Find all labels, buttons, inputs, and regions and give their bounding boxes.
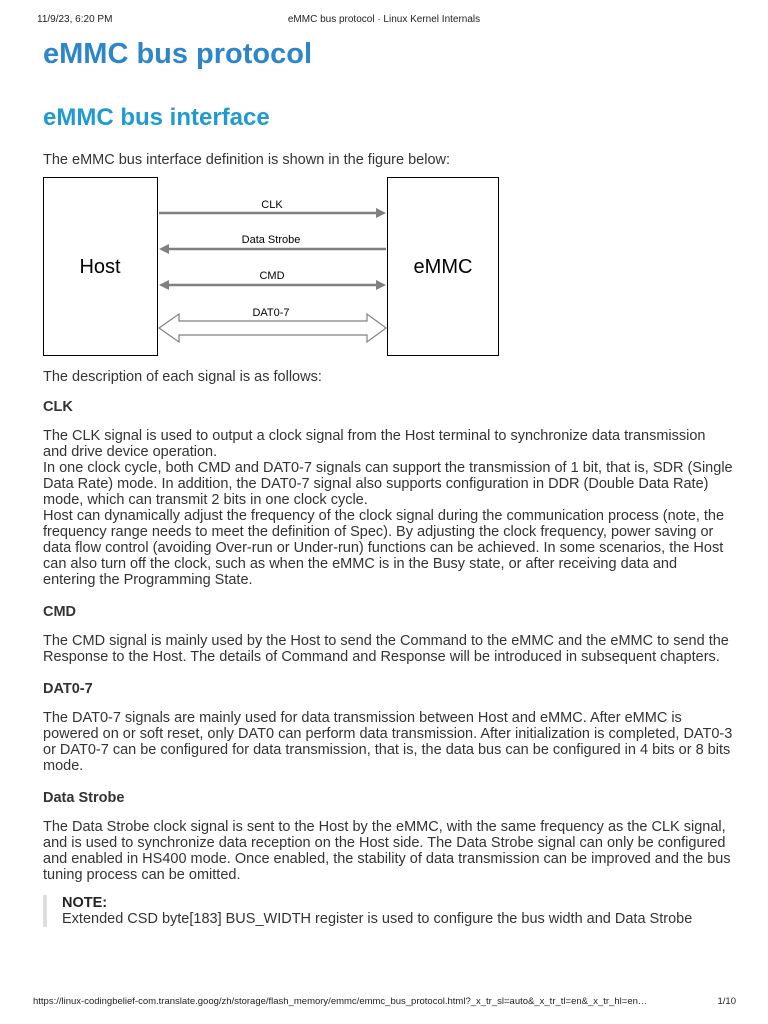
note-text: Extended CSD byte[183] BUS_WIDTH register is used to configure the bus width and Data Strobe	[62, 911, 693, 927]
signal-label-cmd: CMD	[259, 270, 285, 282]
clk-heading: CLK	[43, 399, 73, 415]
cmd-arrow-head-left	[159, 280, 169, 290]
print-url: https://linux-codingbelief-com.translate.goog/zh/storage/flash_memory/emmc/emmc_bus_protocol.html?_x_tr_sl=auto&_x_tr_tl=en&_x_tr_hl=en…	[33, 996, 648, 1007]
intro-text: The eMMC bus interface definition is shown in the figure below:	[43, 152, 451, 168]
emmc-label: eMMC	[413, 256, 473, 278]
print-page-number: 1/10	[717, 996, 736, 1007]
signal-label-data-strobe: Data Strobe	[241, 234, 301, 246]
note-label: NOTE:	[62, 895, 108, 911]
ds-arrow-head	[159, 244, 169, 254]
cmd-arrow-head-right	[376, 280, 386, 290]
bus-interface-diagram	[43, 177, 500, 357]
page-title: eMMC bus protocol	[43, 38, 313, 70]
data-strobe-heading: Data Strobe	[43, 790, 125, 806]
article-body	[43, 152, 733, 927]
cmd-heading: CMD	[43, 604, 77, 620]
cmd-paragraph: The CMD signal is mainly used by the Host to send the Command to the eMMC and the eMMC to send the Response to the Host. The details of Command and Response will be introduced in subsequent chapters.	[43, 633, 729, 665]
clk-arrow-head	[376, 208, 386, 218]
clk-paragraph-1: The CLK signal is used to output a clock signal from the Host terminal to synchronize data transmission and drive device operation.	[43, 428, 706, 460]
dat-heading: DAT0-7	[43, 681, 93, 697]
signal-label-clk: CLK	[261, 199, 283, 211]
host-label: Host	[79, 256, 121, 278]
clk-paragraph-2: In one clock cycle, both CMD and DAT0-7 signals can support the transmission of 1 bit, that is, SDR (Single Data Rate) mode. In addition, the DAT0-7 signal also supports configuration in DDR (Double Data Rate) mode, which can transmit 2 bits in one clock cycle.	[43, 460, 733, 508]
clk-section	[43, 428, 733, 588]
clk-paragraph-3: Host can dynamically adjust the frequency of the clock signal during the communication process (note, the frequency range needs to meet the definition of Spec). By adjusting the clock frequency, power saving or data flow control (avoiding Over-run or Under-run) functions can be achieved. In some scenarios, the Host can also turn off the clock, such as when the eMMC is in the Busy state, or after receiving data and entering the Programming State.	[43, 508, 725, 588]
description-intro: The description of each signal is as follows:	[43, 369, 322, 385]
note-blockquote	[43, 895, 733, 927]
signal-label-dat: DAT0-7	[252, 307, 290, 319]
dat-paragraph: The DAT0-7 signals are mainly used for data transmission between Host and eMMC. After eMMC is powered on or soft reset, only DAT0 can perform data transmission. After initialization is completed, DAT0-3 or DAT0-7 can be configured for data transmission, that is, the data bus can be configured in 4 bits or 8 bits mode.	[43, 710, 733, 774]
data-strobe-paragraph: The Data Strobe clock signal is sent to the Host by the eMMC, with the same frequency as the CLK signal, and is used to synchronize data reception on the Host side. The Data Strobe signal can only be configured and enabled in HS400 mode. Once enabled, the stability of data transmission can be improved and the bus tuning process can be omitted.	[43, 819, 731, 883]
print-date: 11/9/23, 6:20 PM	[37, 14, 113, 25]
section-title: eMMC bus interface	[43, 104, 270, 131]
print-page-title: eMMC bus protocol · Linux Kernel Internals	[287, 14, 481, 25]
